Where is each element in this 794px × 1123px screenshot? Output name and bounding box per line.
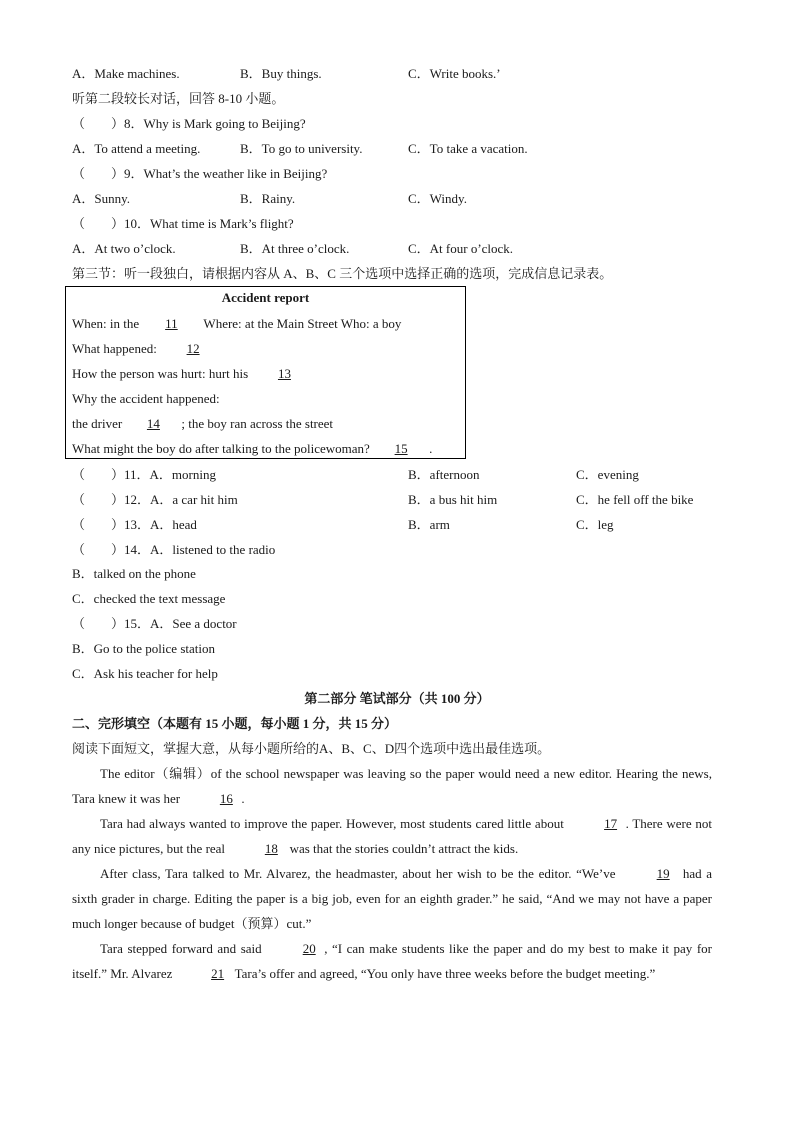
blank-14: 14 [146, 416, 160, 431]
passage-text: Tara had always wanted to improve the paper. However, most students cared little about [100, 816, 564, 831]
blank-19: 19 [656, 866, 670, 881]
report-period: . [429, 441, 433, 456]
report-where-who: Where: at the Main Street Who: a boy [203, 316, 402, 331]
q9-option-a: A．Sunny. [72, 191, 131, 206]
q10-option-c: C．At four o’clock. [408, 241, 514, 256]
cloze-title: 二、完形填空（本题有 15 小题，每小题 1 分，共 15 分） [72, 716, 398, 731]
passage-text: was that the stories couldn’t attract the kids. [289, 841, 519, 856]
q13-stem: （ ）13．A．head [72, 517, 197, 532]
q12-option-c: C．he fell off the bike [576, 492, 694, 507]
report-when-label: When: in the [72, 316, 140, 331]
report-how-line [72, 366, 313, 382]
report-boy-ran: ; the boy ran across the street [181, 416, 334, 431]
blank-18: 18 [264, 841, 278, 856]
report-driver-label: the driver [72, 416, 123, 431]
passage-paragraph-4 [72, 936, 712, 986]
q9-option-c: C．Windy. [408, 191, 467, 206]
blank-20: 20 [302, 941, 316, 956]
report-how-label: How the person was hurt: hurt his [72, 366, 249, 381]
report-what-label: What happened: [72, 341, 157, 356]
report-why-label: Why the accident happened: [72, 391, 220, 406]
q8-option-b: B．To go to university. [240, 141, 363, 156]
q11-option-b: B．afternoon [408, 467, 480, 482]
report-driver-line [72, 416, 333, 432]
section2-instruction: 听第二段较长对话，回答 8-10 小题。 [72, 91, 285, 106]
blank-16: 16 [219, 791, 233, 806]
report-what-line [72, 341, 222, 357]
passage-text: . There were not any nice pictures, but the real [72, 816, 713, 856]
accident-report-title: Accident report [221, 290, 310, 305]
q8-stem: （ ）8．Why is Mark going to Beijing? [72, 116, 306, 131]
q15-stem: （ ）15．A．See a doctor [72, 616, 237, 631]
q14-stem: （ ）14．A．listened to the radio [72, 542, 276, 557]
report-might-line [72, 441, 432, 457]
q14-option-c: C．checked the text message [72, 591, 226, 606]
blank-15: 15 [394, 441, 408, 456]
passage-paragraph-1 [72, 761, 712, 811]
report-might-label: What might the boy do after talking to the policewoman? [72, 441, 370, 456]
q11-stem: （ ）11．A．morning [72, 467, 216, 482]
report-when-line [72, 316, 401, 332]
q7-option-c: C．Write books.’ [408, 66, 501, 81]
blank-11: 11 [165, 316, 178, 331]
q11-option-c: C．evening [576, 467, 639, 482]
passage-paragraph-3 [72, 861, 712, 936]
q9-stem: （ ）9．What’s the weather like in Beijing? [72, 166, 328, 181]
q15-option-b: B．Go to the police station [72, 641, 215, 656]
passage-text: After class, Tara talked to Mr. Alvarez, the headmaster, about her wish to be the editor. “We’ve [100, 866, 616, 881]
q14-option-b: B．talked on the phone [72, 566, 196, 581]
q9-option-b: B．Rainy. [240, 191, 296, 206]
part2-title: 第二部分 笔试部分（共 100 分） [304, 691, 490, 706]
q12-option-b: B．a bus hit him [408, 492, 498, 507]
q12-stem: （ ）12．A．a car hit him [72, 492, 238, 507]
q10-option-b: B．At three o’clock. [240, 241, 350, 256]
passage-paragraph-2 [72, 811, 712, 861]
passage-text: Tara stepped forward and said [100, 941, 262, 956]
blank-12: 12 [186, 341, 200, 356]
q13-option-b: B．arm [408, 517, 450, 532]
passage-text: had a sixth grader in charge. Editing the paper is a big job, even for an eighth grader.” he said, “And we may not have a paper much longer because of budget（预算）cut.” [72, 866, 713, 931]
q8-option-c: C．To take a vacation. [408, 141, 528, 156]
blank-17: 17 [604, 816, 618, 831]
blank-13: 13 [277, 366, 291, 381]
q13-option-c: C．leg [576, 517, 614, 532]
passage-text: . [241, 791, 245, 806]
passage-text: The editor（编辑）of the school newspaper was leaving so the paper would need a new editor. Hearing the news, Tara knew it was her [72, 766, 712, 806]
passage-text: , “I can make students like the paper and do my best to make it pay for itself.” Mr. Alvarez [72, 941, 712, 981]
passage-text: Tara’s offer and agreed, “You only have three weeks before the budget meeting.” [234, 966, 656, 981]
q7-option-a: A．Make machines. [72, 66, 180, 81]
q10-stem: （ ）10．What time is Mark’s flight? [72, 216, 294, 231]
q8-option-a: A．To attend a meeting. [72, 141, 201, 156]
cloze-instruction: 阅读下面短文，掌握大意，从每小题所给的A、B、C、D四个选项中选出最佳选项。 [72, 741, 551, 756]
section3-instruction: 第三节：听一段独白，请根据内容从 A、B、C 三个选项中选择正确的选项，完成信息记录表。 [72, 266, 613, 281]
q15-option-c: C．Ask his teacher for help [72, 666, 218, 681]
q7-option-b: B．Buy things. [240, 66, 322, 81]
q10-option-a: A．At two o’clock. [72, 241, 176, 256]
blank-21: 21 [211, 966, 225, 981]
